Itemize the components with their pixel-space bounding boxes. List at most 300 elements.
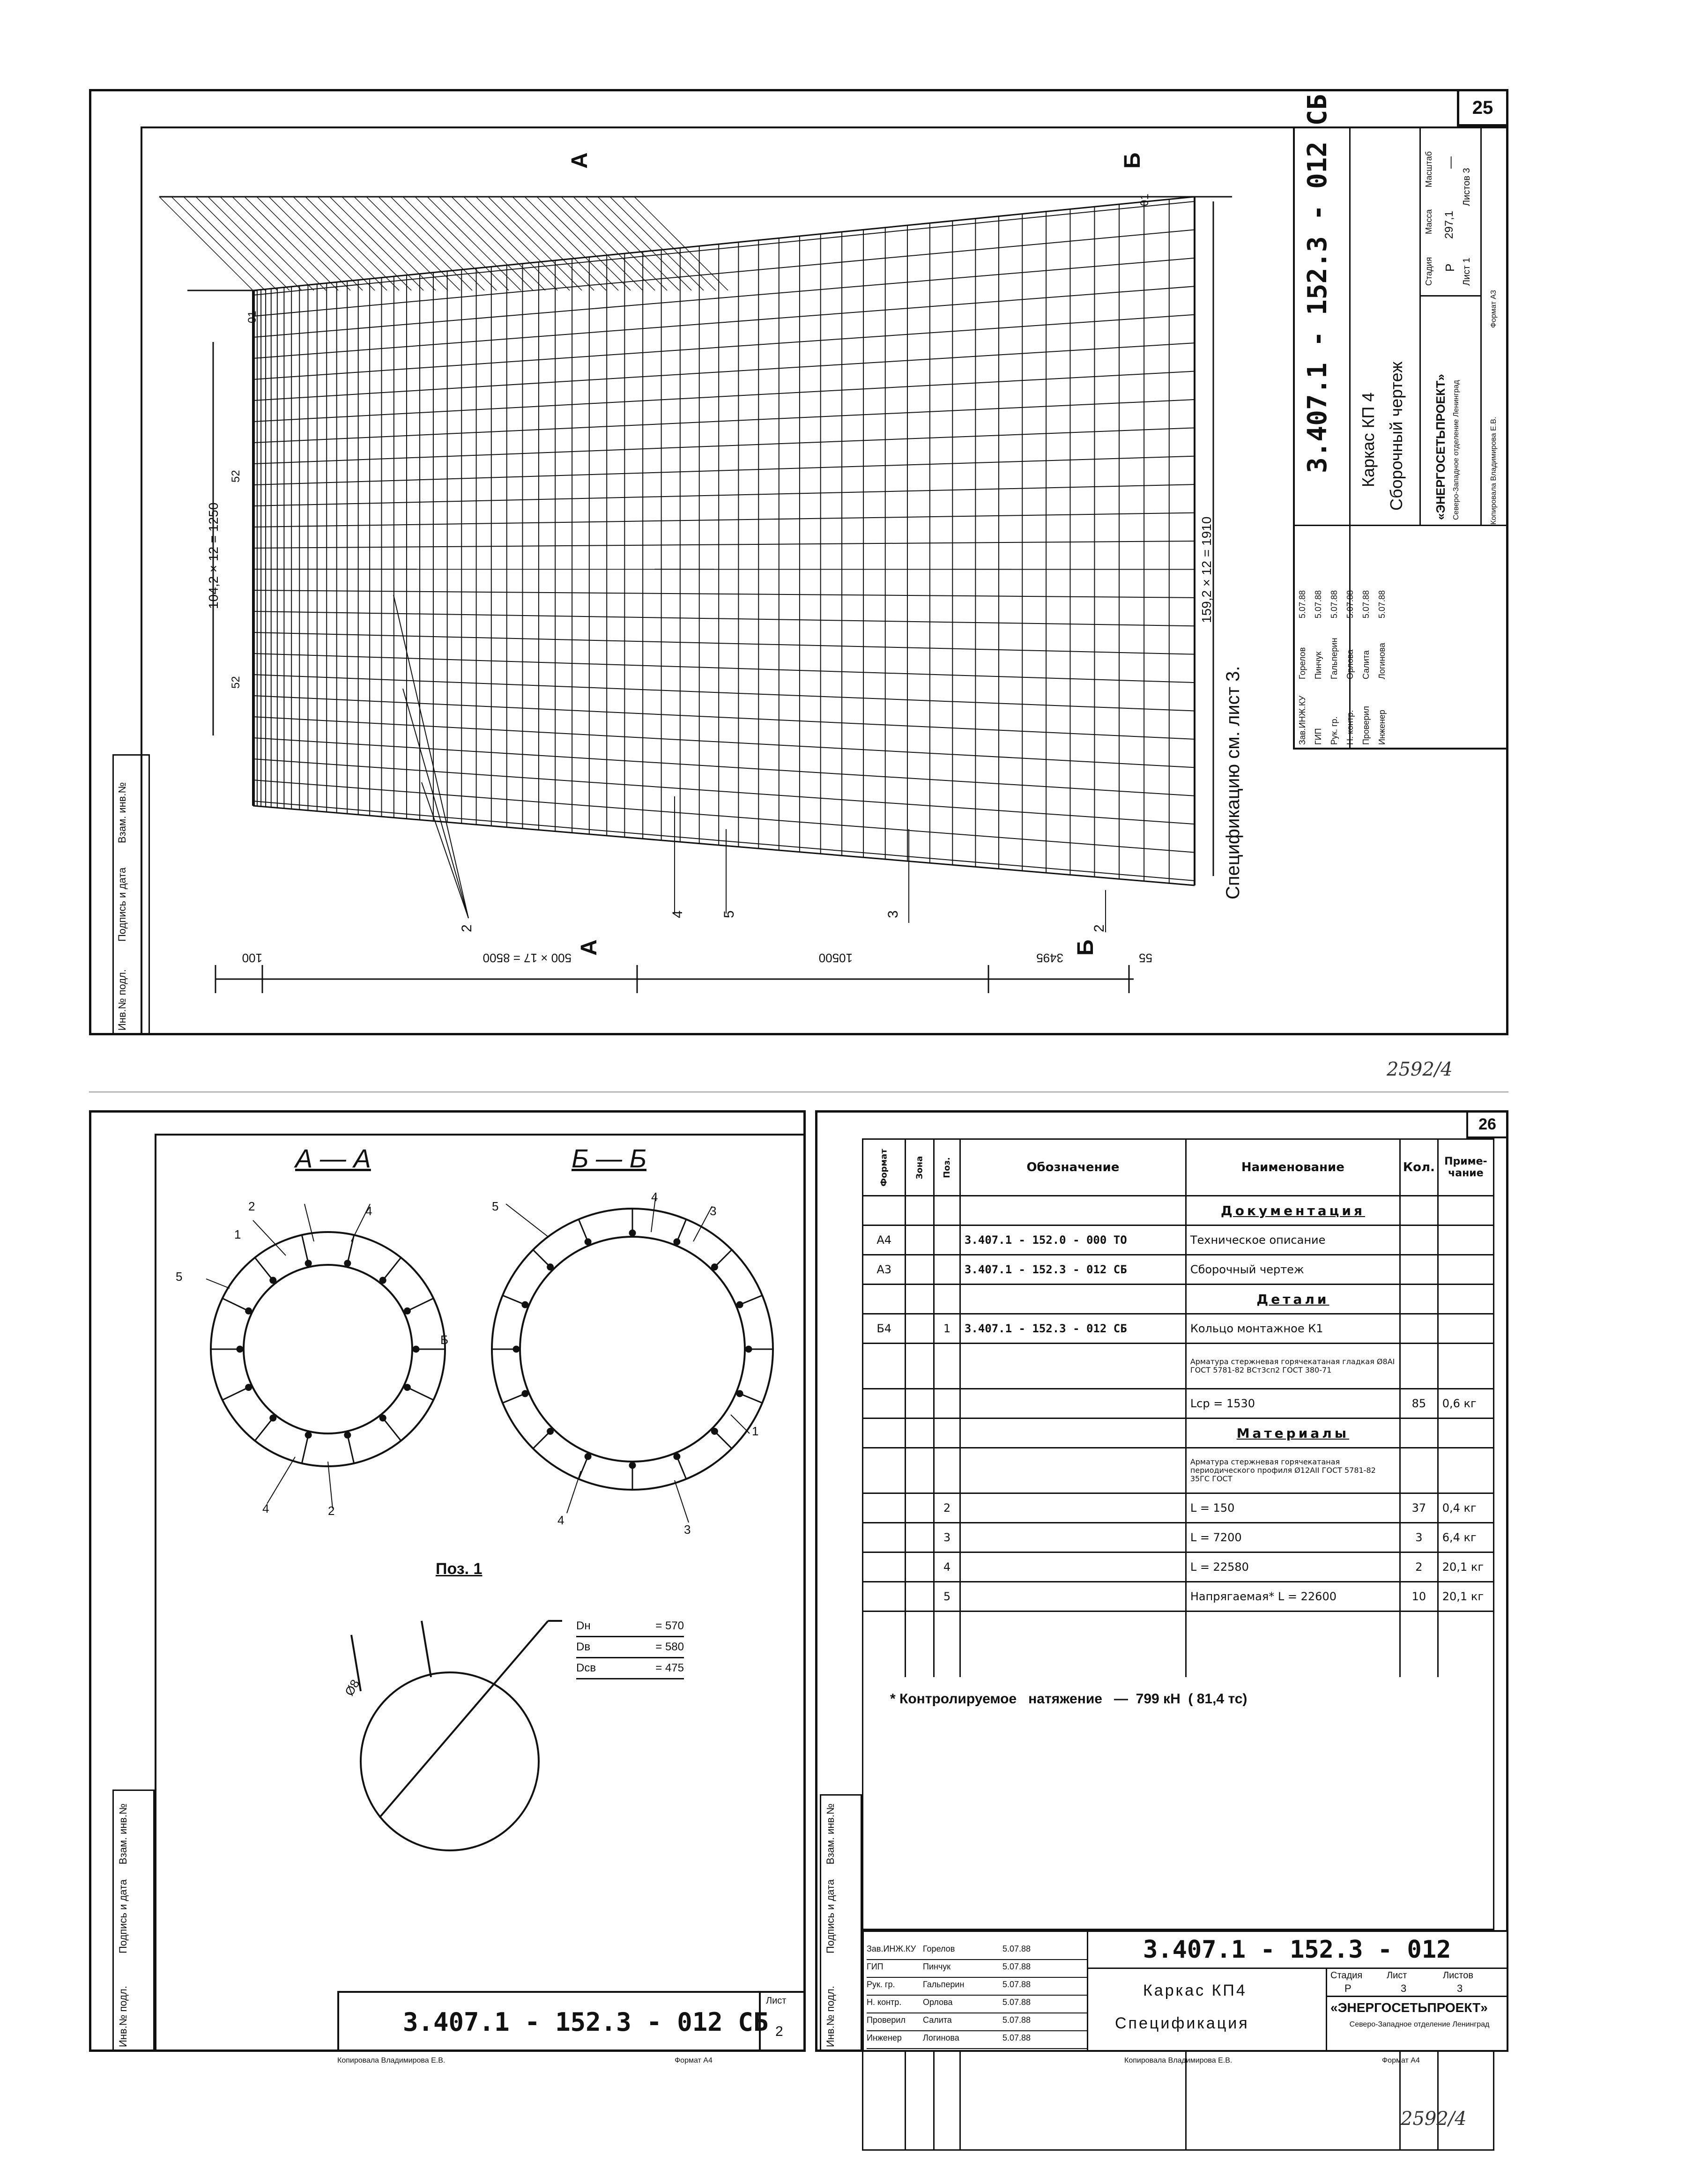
staff-name: Логинова [923,2033,959,2042]
zone-cell [906,1314,934,1344]
staff-role: Проверил [1361,706,1371,745]
qty-cell: 10 [1400,1582,1438,1611]
name-cell: Арматура стержневая горячекатаная периодического профиля Ø12AII ГОСТ 5781-82 35ГС ГОСТ [1186,1448,1400,1493]
header-zone [906,1139,934,1196]
section-bb-bars [492,1209,773,1490]
spec-row [863,1225,1494,1255]
name-cell: Сборочный чертеж [1186,1255,1400,1285]
zone-cell [906,1389,934,1418]
right-sheets-header: Листов [1443,1970,1473,1981]
note-cell [1438,1225,1493,1255]
bar-section-dot [270,1415,276,1421]
cage-bar [253,801,1195,881]
cage-bar [232,197,326,290]
name-cell: Детали [1186,1285,1400,1314]
cage-bar [159,197,253,290]
pos-cell [934,1225,960,1255]
bar-section-dot [737,1302,743,1307]
bar-section-dot [548,1264,553,1270]
cage-bar [305,197,399,290]
bar-section-dot [737,1391,743,1396]
staff-role: ГИП [1314,728,1323,745]
pos-cell [934,1448,960,1493]
aa-label: 4 [262,1501,269,1515]
right-org: «ЭНЕРГОСЕТЬПРОЕКТ» [1330,2000,1488,2015]
cage-bar [269,197,363,290]
right-stage: Р [1344,1983,1352,1994]
bar-section-dot [522,1302,528,1307]
designation-cell [960,1523,1186,1552]
cage-bar [500,197,594,290]
staff-date: 5.07.88 [1329,590,1339,618]
bar-section-dot [305,1261,311,1266]
upper-doc-code: 3.407.1 - 152.3 - 012 СБ [1302,94,1333,473]
tb-rule [1326,1996,1508,1997]
staff-name: Логинова [1377,643,1387,679]
format-cell [863,1523,906,1552]
qty-cell: 2 [1400,1552,1438,1582]
section-aa-title: А — А [295,1144,371,1173]
zone-cell [906,1493,934,1523]
section-mark-a-top: A [567,152,592,169]
bar-section-dot [413,1346,419,1352]
tb-rule [1087,1930,1088,2052]
cage-bar [488,197,582,290]
diameter-table [576,1616,684,1679]
aa-label: 2 [248,1199,255,1213]
pos-cell: 5 [934,1582,960,1611]
format-cell [863,1582,906,1611]
qty-cell: 37 [1400,1493,1438,1523]
tb-rule [1326,1968,1327,2052]
right-sheet-number: 26 [1478,1115,1496,1133]
cage-bar [573,197,667,290]
staff-name: Орлова [923,1998,953,2007]
bb-label: Б [440,1333,449,1347]
upper-scale: — [1443,156,1457,169]
side-label-inv: Инв.№ подл. [116,969,128,1031]
spec-row [863,1344,1494,1389]
zone-cell [906,1418,934,1448]
left-copied: Копировала Владимирова Е.В. [337,2057,446,2064]
spec-row [863,1255,1494,1285]
pos-cell: 3 [934,1523,960,1552]
name-cell: L = 150 [1186,1493,1400,1523]
bb-label: 5 [492,1199,499,1213]
section-mark-b-bottom: Б [1073,939,1098,956]
spec-section-row [863,1418,1494,1448]
staff-row-rule [867,2012,1087,2013]
aa-label: 5 [176,1270,183,1284]
position-label: 3 [885,910,901,918]
pos-cell [934,1255,960,1285]
position-label: 5 [721,910,737,918]
designation-cell [960,1418,1186,1448]
format-cell [863,1196,906,1225]
staff-role: Рук. гр. [1329,716,1339,745]
diameter-row [576,1616,684,1637]
section-mark-b-top: Б [1120,152,1145,169]
diameter-label: Dн [576,1619,591,1632]
note-cell [1438,1344,1493,1389]
zone-cell [906,1225,934,1255]
staff-role: Зав.ИНЖ.КУ [867,1944,916,1953]
cage-bar [253,197,1195,290]
staff-role: Н. контр. [867,1998,902,2007]
side-label-sign: Подпись и дата [824,1879,836,1953]
dim-left-vertical: 104,2 × 12 = 1250 [206,502,221,609]
cage-bar [220,197,314,290]
tb-rule [1293,525,1508,526]
side-label-replace: Взам. инв.№ [117,1803,129,1864]
cage-bar [512,197,606,290]
upper-doc-name-1: Каркас КП 4 [1359,392,1378,487]
position-label: 2 [1092,924,1107,932]
aa-label: 2 [328,1504,335,1518]
staff-date: 5.07.88 [1003,1998,1031,2007]
footnote-box [862,1677,1494,1930]
cage-bar [586,197,679,290]
upper-format: Формат А3 [1490,290,1498,328]
upper-stage-header: Стадия [1424,257,1433,286]
dim-top-right: 01 [1138,193,1151,206]
cage-bar [171,197,265,290]
cage-bar [330,197,423,290]
tb-rule [1419,295,1480,297]
section-mark-a-bottom: A [577,939,602,956]
staff-row-rule [867,2030,1087,2031]
bar-section-dot [585,1239,591,1245]
zone-cell [906,1448,934,1493]
left-doc-code: 3.407.1 - 152.3 - 012 СБ [403,2007,769,2037]
header-qty: Кол. [1400,1139,1438,1196]
name-cell: Напрягаемая* L = 22600 [1186,1582,1400,1611]
format-cell: А4 [863,1225,906,1255]
bar-section-dot [246,1308,252,1314]
staff-row-rule [867,1959,1087,1960]
dim-right-vertical: 159,2 × 12 = 1910 [1199,516,1214,623]
note-cell [1438,1255,1493,1285]
right-org-sub: Северо-Западное отделение Ленинград [1349,2020,1490,2028]
bar-section-dot [630,1230,635,1236]
cage-bar [549,197,643,290]
dim-bottom-d: 3495 [1036,951,1063,965]
cage-bar [253,201,1195,295]
staff-role: Инженер [1377,710,1387,745]
upper-handwritten-number: 2592/4 [1387,1059,1453,1080]
staff-row-rule [867,1995,1087,1996]
right-list: 3 [1401,1983,1407,1994]
qty-cell [1400,1418,1438,1448]
cage-bar [464,197,557,290]
right-handwritten-number: 2592/4 [1401,2108,1467,2130]
section-aa-bars [211,1235,445,1463]
upper-sheet-number-box [1457,89,1508,126]
zone-cell [906,1552,934,1582]
side-label-replace: Взам. инв.№ [116,782,128,843]
left-list-label: Лист [766,1996,787,2006]
spec-note: Спецификацию см. лист 3. [1223,666,1243,899]
note-cell [1438,1285,1493,1314]
upper-doc-name-2: Сборочный чертеж [1387,361,1406,511]
qty-cell [1400,1196,1438,1225]
staff-date: 5.07.88 [1314,590,1323,618]
format-cell [863,1448,906,1493]
section-aa-rings [211,1232,445,1466]
right-sheets: 3 [1457,1983,1463,1994]
format-cell [863,1493,906,1523]
bb-label: 4 [557,1513,564,1527]
spec-body [863,1196,1494,1611]
cage-bar [403,197,497,290]
zone-cell [906,1285,934,1314]
designation-cell: 3.407.1 - 152.3 - 012 СБ [960,1314,1186,1344]
bar-section-dot [513,1346,519,1352]
note-cell [1438,1196,1493,1225]
note-cell: 6,4 кг [1438,1523,1493,1552]
bar-section-dot [585,1454,591,1459]
format-cell [863,1389,906,1418]
bar-section-dot [345,1261,350,1266]
bb-label: 3 [710,1204,717,1218]
right-copied: Копировала Владимирова Е.В. [1124,2057,1233,2064]
spec-section-row [863,1285,1494,1314]
cage-bar [245,197,338,290]
tb-rule [1480,126,1482,525]
side-label-sign: Подпись и дата [116,867,128,942]
zone-cell [906,1523,934,1552]
upper-mass-header: Масса [1424,209,1433,234]
bb-label: 4 [651,1190,658,1204]
tb-rule [1419,126,1421,525]
staff-name: Салита [1361,650,1371,679]
dimension-lines [187,197,1232,993]
cage-bar [208,197,302,290]
diameter-value: = 570 [655,1619,684,1632]
spec-row [863,1493,1494,1523]
note-cell [1438,1418,1493,1448]
cage-bar [196,197,290,290]
pos1-title: Поз. 1 [436,1560,483,1578]
bb-label: 3 [684,1522,691,1537]
note-cell [1438,1448,1493,1493]
pos-cell [934,1418,960,1448]
bar-section-dot [404,1308,410,1314]
name-cell: Техническое описание [1186,1225,1400,1255]
qty-cell [1400,1255,1438,1285]
cage-bar [561,197,655,290]
note-cell: 0,6 кг [1438,1389,1493,1418]
name-cell: Арматура стержневая горячекатаная гладкая Ø8AI ГОСТ 5781-82 ВСт3сп2 ГОСТ 380-71 [1186,1344,1400,1389]
cage-bar [598,197,691,290]
cage-bar [610,197,704,290]
cage-bar [293,197,387,290]
designation-cell [960,1285,1186,1314]
upper-org-sub: Северо-Западное отделение Ленинград [1452,380,1460,520]
staff-name: Гальперин [923,1980,965,1989]
spec-row [863,1448,1494,1493]
upper-mass: 297,1 [1443,210,1456,239]
header-note: Приме-чание [1438,1139,1493,1196]
bb-label: 1 [752,1424,759,1438]
bar-section-dot [380,1277,386,1283]
staff-role: Рук. гр. [867,1980,895,1989]
staff-role: Проверил [867,2015,906,2025]
qty-cell: 3 [1400,1523,1438,1552]
staff-role: Зав.ИНЖ.КУ [1298,695,1307,745]
spec-row [863,1314,1494,1344]
zone-cell [906,1344,934,1389]
name-cell: L = 22580 [1186,1552,1400,1582]
diameter-value: = 475 [655,1662,684,1674]
name-cell: Документация [1186,1196,1400,1225]
staff-date: 5.07.88 [1003,2033,1031,2042]
bar-section-dot [674,1454,680,1459]
rod-mark: Ø8 [342,1677,363,1698]
cage-bar [366,197,460,290]
zone-cell [906,1582,934,1611]
upper-sheet-number: 25 [1472,97,1493,118]
staff-name: Орлова [1345,649,1355,679]
diameter-label: Dв [576,1641,591,1653]
spec-section-row [863,1196,1494,1225]
note-cell: 0,4 кг [1438,1493,1493,1523]
side-label-sign: Подпись и дата [117,1879,129,1953]
diameter-row [576,1658,684,1679]
staff-date: 5.07.88 [1003,2015,1031,2025]
dim-spacing-2: 52 [230,676,242,689]
designation-cell [960,1582,1186,1611]
staff-name: Салита [923,2015,952,2025]
header-format-text: Формат [879,1148,889,1187]
bar-section-dot [674,1239,680,1245]
dim-bottom-b: 500 × 17 = 8500 [483,951,572,965]
upper-org: «ЭНЕРГОСЕТЬПРОЕКТ» [1433,374,1448,520]
spec-row [863,1582,1494,1611]
header-pos-text: Поз. [942,1157,952,1178]
section-leaders [206,1195,750,1522]
name-cell: Кольцо монтажное К1 [1186,1314,1400,1344]
designation-cell [960,1389,1186,1418]
staff-role: Н. контр. [1345,710,1355,745]
staff-date: 5.07.88 [1003,1944,1031,1953]
cage-bar [318,197,411,290]
header-pos [934,1139,960,1196]
bar-section-dot [522,1391,528,1396]
qty-cell: 85 [1400,1389,1438,1418]
name-cell: Lср = 1530 [1186,1389,1400,1418]
left-format: Формат А4 [675,2057,713,2064]
pos-cell: 1 [934,1314,960,1344]
right-doc-name-1: Каркас КП4 [1143,1982,1247,1999]
staff-name: Горелов [923,1944,955,1953]
left-list-no: 2 [775,2024,783,2039]
right-list-header: Лист [1387,1970,1407,1981]
format-cell [863,1285,906,1314]
right-stage-header: Стадия [1330,1970,1363,1981]
bar-section-dot [305,1432,311,1438]
header-name: Наименование [1186,1139,1400,1196]
cage-bar [281,197,375,290]
position-label: 2 [459,924,475,932]
tb-rule [1087,1968,1508,1969]
aa-label: 1 [234,1227,241,1241]
spec-footnote: * Контролируемое натяжение — 799 кН ( 81,4 тс) [890,1691,1248,1707]
cage-bar [184,197,277,290]
staff-name: Горелов [1298,647,1307,679]
bar-section-dot [270,1277,276,1283]
format-cell [863,1552,906,1582]
note-cell: 20,1 кг [1438,1552,1493,1582]
qty-cell [1400,1344,1438,1389]
pos-cell [934,1196,960,1225]
format-cell: Б4 [863,1314,906,1344]
bar-section-dot [345,1432,350,1438]
staff-date: 5.07.88 [1298,590,1307,618]
bar-section-dot [746,1346,751,1352]
note-cell: 20,1 кг [1438,1582,1493,1611]
cage-bar [439,197,533,290]
aa-label: 4 [365,1204,372,1218]
position-label: 4 [670,910,685,918]
bar-section-dot [630,1463,635,1468]
bar-section-dot [380,1415,386,1421]
spec-row [863,1552,1494,1582]
bar-section-dot [712,1264,717,1270]
staff-row-rule [867,2048,1087,2049]
cage-drawing [141,126,1312,1035]
staff-role: ГИП [867,1962,884,1971]
bar-section-dot [246,1385,252,1390]
pos-cell [934,1344,960,1389]
staff-date: 5.07.88 [1003,1962,1031,1971]
pos-cell [934,1389,960,1418]
upper-copied: Копировала Владимирова Е.В. [1490,416,1498,525]
diameter-label: Dсв [576,1662,596,1674]
right-doc-code: 3.407.1 - 152.3 - 012 [1143,1936,1451,1964]
right-doc-name-2: Спецификация [1115,2014,1249,2032]
cage-bar [253,806,1195,885]
pos-cell [934,1285,960,1314]
pos-cell: 4 [934,1552,960,1582]
qty-cell [1400,1314,1438,1344]
side-label-inv: Инв.№ подл. [824,1986,836,2047]
designation-cell [960,1344,1186,1389]
right-format: Формат А4 [1382,2057,1420,2064]
staff-name: Пинчук [1314,651,1323,679]
dim-bottom-c: 10500 [818,951,853,965]
staff-role: Инженер [867,2033,902,2042]
staff-row-rule [867,1977,1087,1978]
qty-cell [1400,1448,1438,1493]
format-cell: А3 [863,1255,906,1285]
name-cell: L = 7200 [1186,1523,1400,1552]
header-designation: Обозначение [960,1139,1186,1196]
pos-cell: 2 [934,1493,960,1523]
zone-cell [906,1255,934,1285]
cage-bar [622,197,716,290]
cage-lines [159,197,1195,885]
staff-date: 5.07.88 [1003,1980,1031,1989]
staff-date: 5.07.88 [1345,590,1355,618]
dim-bottom-a: 100 [242,951,262,965]
staff-name: Пинчук [923,1962,951,1971]
designation-cell [960,1196,1186,1225]
designation-cell: 3.407.1 - 152.3 - 012 СБ [960,1255,1186,1285]
cage-bar [452,197,545,290]
dim-bottom-e: 55 [1139,951,1152,965]
sections-drawing [155,1134,806,2052]
